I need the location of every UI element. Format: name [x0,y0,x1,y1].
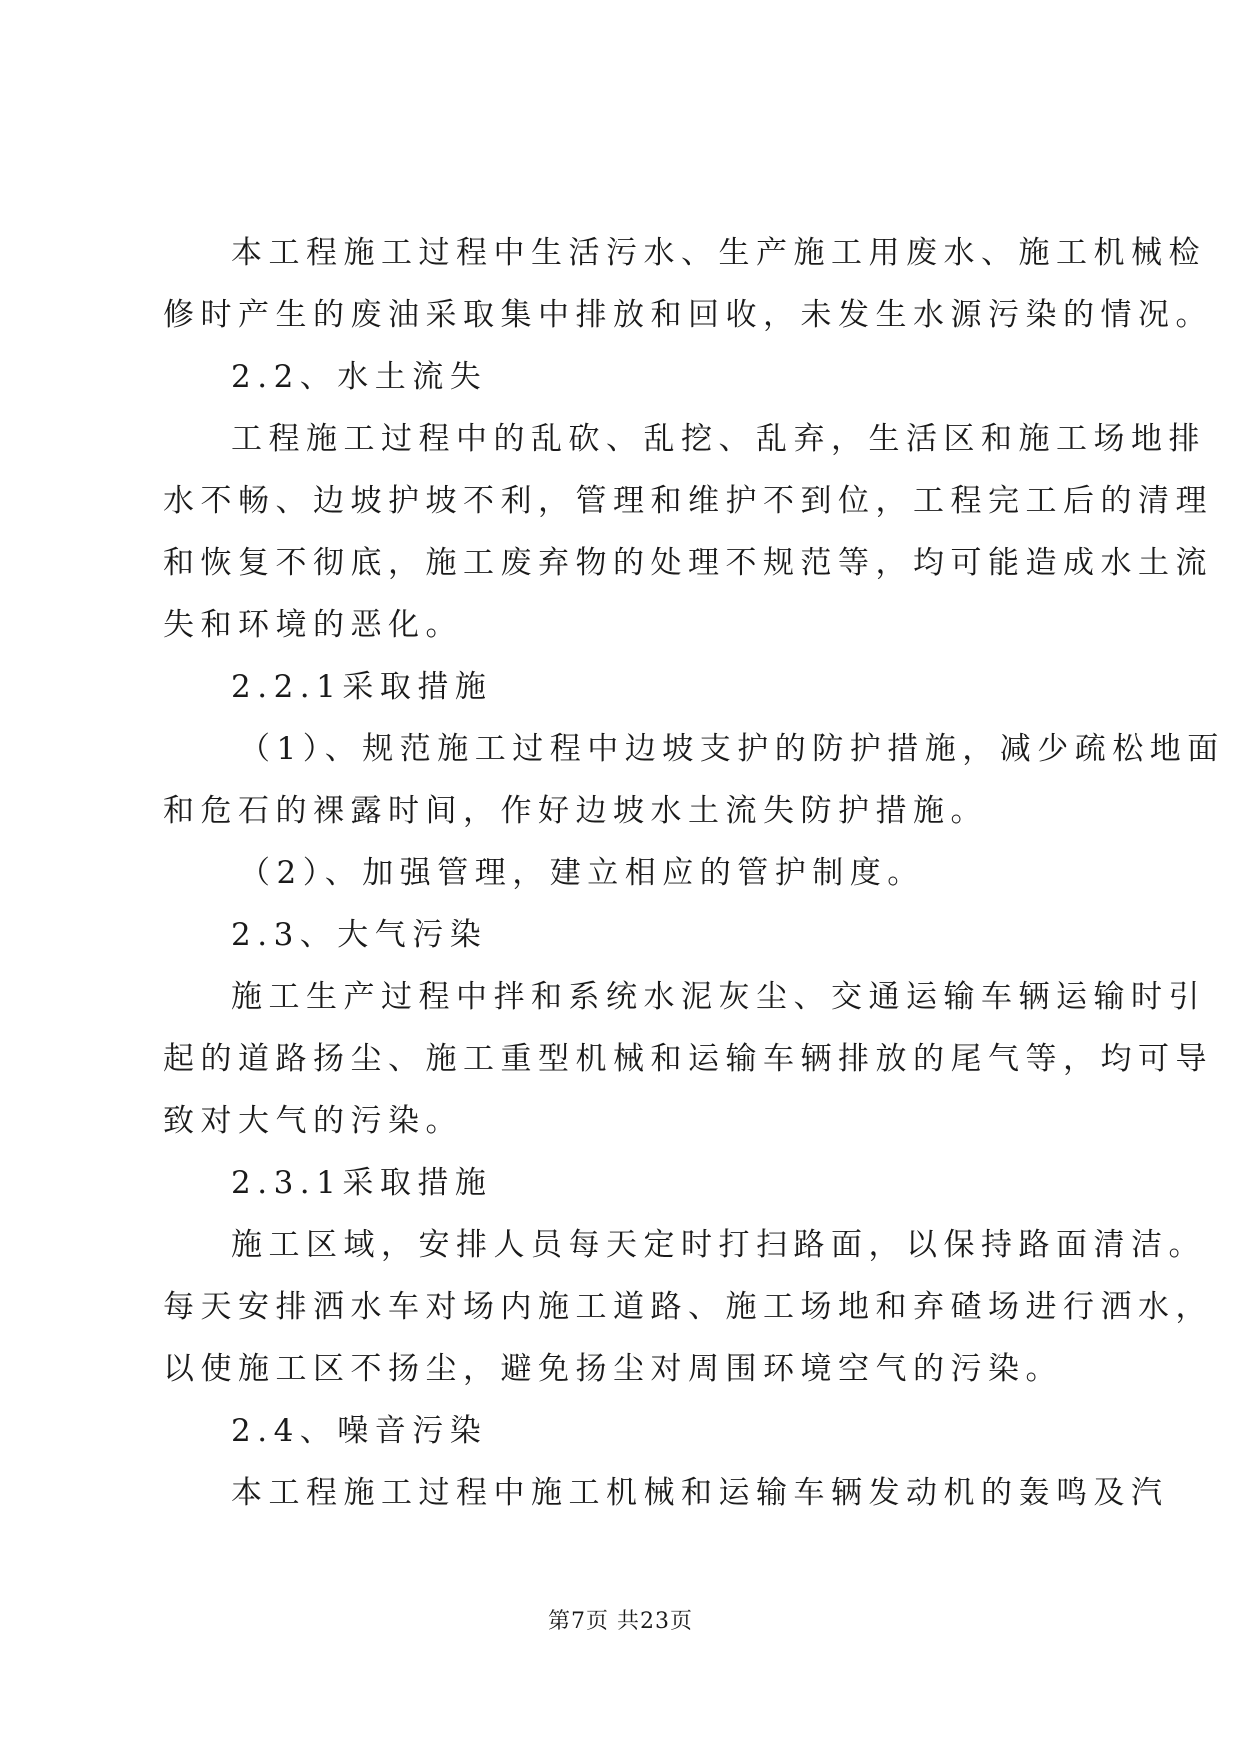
text-line: 起的道路扬尘、施工重型机械和运输车辆排放的尾气等，均可导 [163,1041,1213,1077]
text-line: 施工生产过程中拌和系统水泥灰尘、交通运输车辆运输时引 [231,979,1206,1015]
page-footer: 第7页 共23页 [548,1609,693,1634]
paragraph [163,222,1213,346]
text-line: 水不畅、边坡护坡不利，管理和维护不到位，工程完工后的清理 [163,483,1213,519]
text-line: 失和环境的恶化。 [163,607,463,643]
text-line: 每天安排洒水车对场内施工道路、施工场地和弃碴场进行洒水， [163,1289,1213,1325]
text-line: 本工程施工过程中生活污水、生产施工用废水、施工机械检 [231,235,1206,271]
text-line: 修时产生的废油采取集中排放和回收，未发生水源污染的情况。 [163,297,1213,333]
text-line: 本工程施工过程中施工机械和运输车辆发动机的轰鸣及汽 [231,1475,1169,1511]
text-line: 2.2.1采取措施 [231,669,493,705]
section-heading [163,346,1093,408]
text-line: 以使施工区不扬尘，避免扬尘对周围环境空气的污染。 [163,1351,1063,1387]
text-line: 致对大气的污染。 [163,1103,463,1139]
paragraph [163,1214,1213,1400]
text-line: 2.4、噪音污染 [231,1413,488,1449]
section-heading [163,1400,1093,1462]
section-heading [163,904,1093,966]
text-line: （2）、加强管理，建立相应的管护制度。 [239,855,925,891]
text-line: （1）、规范施工过程中边坡支护的防护措施，减少疏松地面 [239,731,1225,767]
text-line: 2.3.1采取措施 [231,1165,493,1201]
paragraph [163,842,1093,904]
paragraph [163,1462,1169,1524]
text-line: 工程施工过程中的乱砍、乱挖、乱弃，生活区和施工场地排 [231,421,1206,457]
paragraph [163,966,1213,1152]
paragraph [163,718,1225,842]
section-heading [163,656,1093,718]
text-line: 施工区域，安排人员每天定时打扫路面，以保持路面清洁。 [231,1227,1206,1263]
document-body [163,222,1225,1524]
text-line: 和危石的裸露时间，作好边坡水土流失防护措施。 [163,793,988,829]
paragraph [163,408,1213,656]
text-line: 2.2、水土流失 [231,359,488,395]
text-line: 和恢复不彻底，施工废弃物的处理不规范等，均可能造成水土流 [163,545,1213,581]
section-heading [163,1152,1093,1214]
text-line: 2.3、大气污染 [231,917,488,953]
